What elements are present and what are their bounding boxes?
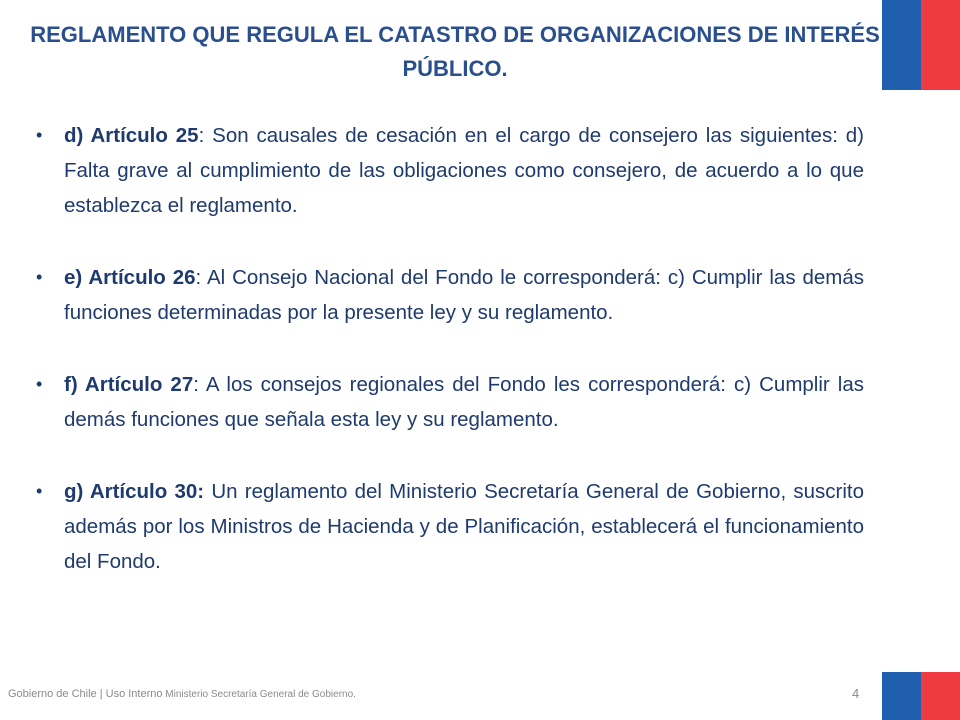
footer: [8, 688, 356, 700]
article-text: : Son causales de cesación en el cargo de consejero las siguientes: d) Falta grave al cumplimiento de las obligaciones como consejero, de acuerdo a lo que establezca el reglamento.: [64, 124, 864, 217]
list-item: [36, 118, 864, 223]
page-number: 4: [852, 686, 860, 701]
bullet-icon: •: [36, 267, 43, 287]
bullet-icon: •: [36, 374, 43, 394]
bullet-list: [36, 118, 864, 616]
bullet-icon: •: [36, 481, 43, 501]
chile-flag-stripe-bottom: [882, 672, 960, 720]
article-lead: g) Artículo 30:: [64, 480, 205, 503]
footer-text: Gobierno de Chile | Uso Interno: [8, 688, 163, 700]
flag-red-stripe: [921, 672, 960, 720]
list-item: [36, 474, 864, 579]
article-lead: e) Artículo 26: [64, 266, 196, 289]
flag-red-stripe: [921, 0, 960, 90]
bullet-icon: •: [36, 125, 43, 145]
article-text: : Al Consejo Nacional del Fondo le corresponderá: c) Cumplir las demás funciones determinadas por la presente ley y su reglamento.: [64, 266, 864, 324]
article-text: Un reglamento del Ministerio Secretaría General de Gobierno, suscrito además por los Ministros de Hacienda y de Planificación, establecerá el funcionamiento del Fondo.: [64, 480, 864, 573]
list-item: [36, 260, 864, 330]
chile-flag-stripe-top: [882, 0, 960, 90]
article-lead: d) Artículo 25: [64, 124, 199, 147]
footer-ministry: Ministerio Secretaría General de Gobierno.: [162, 689, 356, 700]
article-lead: f) Artículo 27: [64, 373, 194, 396]
flag-blue-stripe: [882, 672, 921, 720]
article-text: : A los consejos regionales del Fondo les corresponderá: c) Cumplir las demás funciones que señala esta ley y su reglamento.: [64, 373, 864, 431]
page-title: REGLAMENTO QUE REGULA EL CATASTRO DE ORGANIZACIONES DE INTERÉS PÚBLICO.: [30, 22, 880, 81]
list-item: [36, 367, 864, 437]
